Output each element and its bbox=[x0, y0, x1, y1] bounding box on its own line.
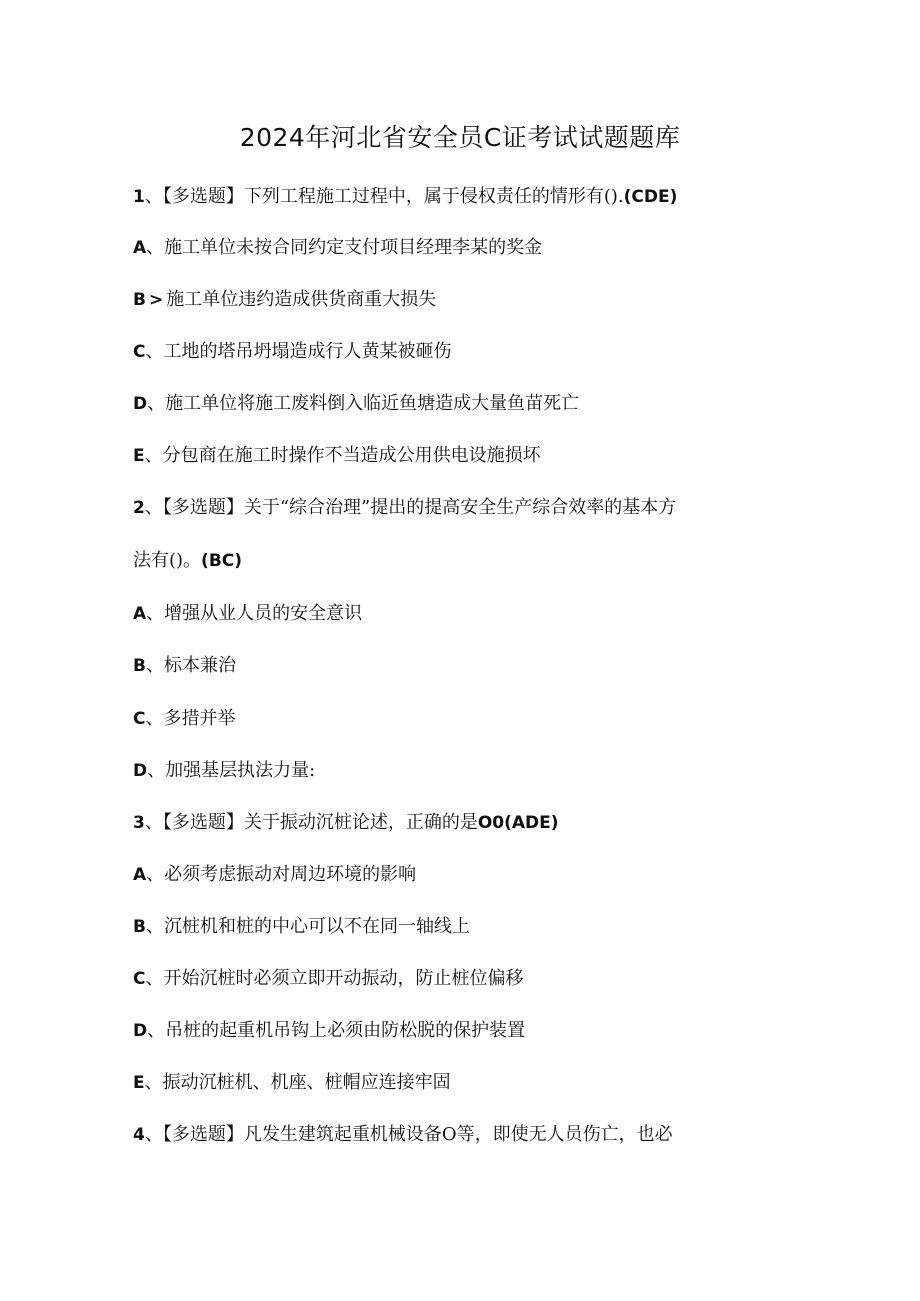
item-label: C bbox=[133, 342, 146, 362]
item-separator: 、 bbox=[147, 393, 166, 414]
item-text: 振动沉桩机、机座、桩帽应连接牢固 bbox=[162, 1072, 451, 1093]
item-label: E bbox=[133, 1073, 145, 1093]
document-title: 2024年河北省安全员C证考试试题题库 bbox=[239, 123, 681, 152]
option-line bbox=[133, 912, 793, 938]
item-text: 施工单位违约造成供货商重大损失 bbox=[166, 289, 437, 310]
item-label: 3 bbox=[133, 813, 145, 833]
answer-key: (BC) bbox=[201, 551, 243, 571]
item-text: 施工单位将施工废料倒入临近鱼塘造成大量鱼苗死亡 bbox=[165, 393, 580, 414]
item-text: 【多选题】下列工程施工过程中，属于侵权责任的情形有(). bbox=[162, 186, 624, 207]
item-separator: 、 bbox=[144, 445, 163, 466]
item-separator: 、 bbox=[146, 603, 165, 624]
item-label: C bbox=[133, 709, 146, 729]
option-line bbox=[133, 285, 793, 311]
item-text: 【多选题】关于“综合治理”提出的提高安全生产综合效率的基本方 bbox=[162, 497, 677, 518]
item-label: A bbox=[133, 865, 147, 885]
option-line bbox=[133, 704, 793, 730]
item-label: E bbox=[133, 446, 145, 466]
item-label: C bbox=[133, 969, 146, 989]
option-line bbox=[133, 1068, 793, 1094]
item-separator: 、 bbox=[145, 916, 164, 937]
item-text: 开始沉桩时必须立即开动振动，防止桩位偏移 bbox=[163, 968, 524, 989]
item-text: 【多选题】凡发生建筑起重机械设备O等，即使无人员伤亡，也必 bbox=[162, 1124, 673, 1145]
option-line bbox=[133, 546, 793, 572]
question-line bbox=[133, 182, 793, 208]
item-label: B bbox=[133, 290, 146, 310]
item-separator: 、 bbox=[144, 186, 163, 207]
item-text: 增强从业人员的安全意识 bbox=[164, 603, 363, 624]
item-separator: 、 bbox=[146, 864, 165, 885]
item-text: 吊桩的起重机吊钩上必须由防松脱的保护装置 bbox=[165, 1020, 526, 1041]
option-line bbox=[133, 964, 793, 990]
option-line bbox=[133, 651, 793, 677]
item-separator: 、 bbox=[144, 1072, 163, 1093]
answer-key: (CDE) bbox=[623, 187, 678, 207]
item-separator: 、 bbox=[145, 341, 164, 362]
item-label: B bbox=[133, 917, 146, 937]
item-label: D bbox=[133, 1021, 148, 1041]
item-separator: 、 bbox=[144, 497, 163, 518]
item-text: 加强基层执法力量: bbox=[165, 760, 316, 781]
item-separator: 、 bbox=[145, 655, 164, 676]
item-text: 多措并举 bbox=[163, 708, 236, 729]
item-text: 分包商在施工时操作不当造成公用供电设施损坏 bbox=[162, 445, 541, 466]
item-text: 必须考虑振动对周边环境的影响 bbox=[164, 864, 417, 885]
item-label: A bbox=[133, 238, 147, 258]
item-text: 标本兼治 bbox=[163, 655, 236, 676]
item-separator: 、 bbox=[144, 812, 163, 833]
option-line bbox=[133, 756, 793, 782]
option-line bbox=[133, 389, 793, 415]
option-line bbox=[133, 337, 793, 363]
option-line bbox=[133, 441, 793, 467]
option-line bbox=[133, 233, 793, 259]
item-label: 2 bbox=[133, 498, 145, 518]
question-line bbox=[133, 493, 793, 519]
question-line bbox=[133, 808, 793, 834]
item-label: B bbox=[133, 656, 146, 676]
item-separator: 、 bbox=[145, 968, 164, 989]
item-label: 1 bbox=[133, 187, 145, 207]
question-line bbox=[133, 1120, 793, 1146]
option-line bbox=[133, 860, 793, 886]
item-separator: 、 bbox=[146, 237, 165, 258]
item-text: 法有()。 bbox=[133, 550, 202, 571]
option-line bbox=[133, 599, 793, 625]
item-separator: 、 bbox=[144, 1124, 163, 1145]
item-separator: 、 bbox=[147, 1020, 166, 1041]
item-label: 4 bbox=[133, 1125, 145, 1145]
answer-key: O0(ADE) bbox=[477, 813, 559, 833]
item-separator: > bbox=[148, 290, 164, 310]
item-text: 沉桩机和桩的中心可以不在同一轴线上 bbox=[163, 916, 470, 937]
item-text: 工地的塔吊坍塌造成行人黄某被砸伤 bbox=[163, 341, 452, 362]
item-text: 【多选题】关于振动沉桩论述，正确的是 bbox=[162, 812, 478, 833]
item-text: 施工单位未按合同约定支付项目经理李某的奖金 bbox=[164, 237, 543, 258]
item-label: D bbox=[133, 761, 148, 781]
item-separator: 、 bbox=[147, 760, 166, 781]
item-label: D bbox=[133, 394, 148, 414]
item-separator: 、 bbox=[145, 708, 164, 729]
option-line bbox=[133, 1016, 793, 1042]
item-label: A bbox=[133, 604, 147, 624]
